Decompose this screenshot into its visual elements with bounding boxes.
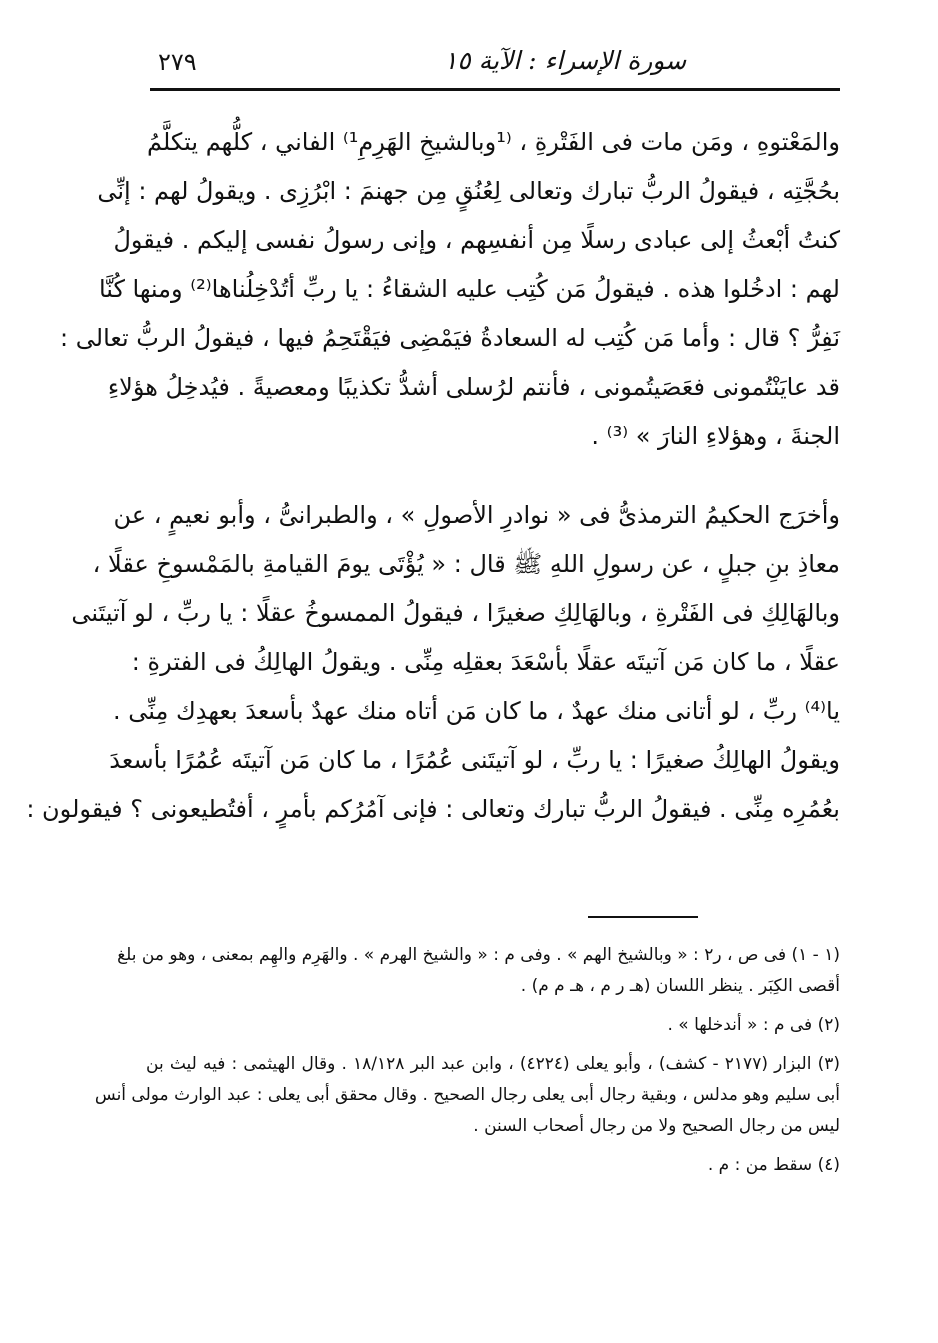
- footnote-line: أبى سليم وهو مدلس ، وبقية رجال أبى يعلى رجال الصحيح . وقال محقق أبى يعلى : عبد الوارث مولى أنس: [94, 1085, 840, 1105]
- text-line: بعُمُرِه مِنِّى . فيقولُ الربُّ تبارك وتعالى : فإنى آمُرُكم بأمرٍ ، أفتُطيعونى ؟ فيقولون :: [26, 795, 840, 823]
- text-line: قد عايَنْتُمونى فعَصَيتُمونى ، فأنتم لرُسلى أشدُّ تكذيبًا ومعصيةً . فيُدخِلُ هؤلاءِ: [107, 373, 840, 401]
- text-line: عقلًا ، ما كان مَن آتيتَه عقلًا بأسْعَدَ بعقلِه مِنِّى . ويقولُ الهالِكُ فى الفترةِ :: [131, 648, 840, 676]
- paragraph-1: [60, 118, 840, 461]
- text-line: كنتُ أبْعثُ إلى عبادى رسلًا مِن أنفسِهم ، وإنى رسولُ نفسى إليكم . فيقولُ: [113, 226, 840, 254]
- footnote-line: أقصى الكِبَر . ينظر اللسان (هـ ر م ، هـ م م) .: [520, 976, 840, 996]
- footnote-line: (٤) سقط من : م .: [707, 1155, 840, 1175]
- text-line: وبالهَالِكِ فى الفَتْرةِ ، وبالهَالِكِ صغيرًا ، فيقولُ الممسوخُ عقلًا : يا ربِّ ، لو آتيتَنى: [71, 599, 840, 627]
- text-line: يا⁽⁴⁾ ربِّ ، لو أتانى منك عهدٌ ، ما كان مَن أتاه منك عهدٌ بأسعدَ بعهدِك مِنِّى .: [112, 697, 840, 725]
- text-line: وأخرَج الحكيمُ الترمذىُّ فى « نوادرِ الأصولِ » ، والطبرانىُّ ، وأبو نعيمٍ ، عن: [113, 501, 840, 529]
- footnote-line: ليس من رجال الصحيح ولا من رجال أصحاب السنن .: [473, 1116, 840, 1136]
- header-rule: [150, 88, 840, 91]
- footnote-spacer: [146, 1142, 840, 1150]
- paragraph-spacer: [150, 461, 840, 491]
- main-text: [26, 118, 840, 834]
- text-line: والمَعْتوهِ ، ومَن مات فى الفَتْرةِ ، ⁽¹وبالشيخِ الهَرِمِ¹⁾ الفاني ، كلُّهم يتكلَّمُ: [146, 128, 840, 156]
- running-title: سورة الإسراء : الآية ١٥: [443, 46, 687, 75]
- footnote-1: [117, 940, 840, 1002]
- footnote-spacer: [146, 1002, 840, 1010]
- page-header: [150, 40, 840, 84]
- page-number: ٢٧٩: [158, 48, 197, 76]
- footnote-line: (٣) البزار (٢١٧٧ - كشف) ، وأبو يعلى (٤٢٢٤) ، وابن عبد البر ١٨/١٢٨ . وقال الهيثمى : فيه ليث بن: [146, 1054, 841, 1074]
- text-line: نَفِرُّ ؟ قال : وأما مَن كُتِب له السعادةُ فيَمْضِى فيَقْتَحِمُ فيها ، فيقولُ الربُّ تعالى :: [60, 324, 840, 352]
- text-line: ويقولُ الهالِكُ صغيرًا : يا ربِّ ، لو آتيتَنى عُمُرًا ، ما كان مَن آتيتَه عُمُرًا بأسعدَ: [109, 746, 840, 774]
- footnote-2: [146, 1010, 840, 1041]
- text-line: بحُجَّتِه ، فيقولُ الربُّ تبارك وتعالى لِعُنُقٍ مِن جهنمَ : ابْرُزِى . ويقولُ لهم : إنِّى: [97, 177, 840, 205]
- paragraph-2: [26, 491, 840, 834]
- footnote-4: [146, 1150, 840, 1181]
- text-line: لهم : ادخُلوا هذه . فيقولُ مَن كُتِب عليه الشقاءُ : يا ربِّ أتُدْخِلُناها⁽²⁾ ومنها كُنَّا: [98, 275, 840, 303]
- footnotes: [94, 940, 841, 1181]
- footnote-line: (٢) فى م : « أندخلها » .: [667, 1015, 840, 1035]
- text-line: معاذِ بنِ جبلٍ ، عن رسولِ اللهِ ﷺ قال : « يُؤْتَى يومَ القيامةِ بالمَمْسوخِ عقلًا ،: [92, 550, 840, 578]
- footnote-3: [94, 1049, 841, 1142]
- footnote-separator: [588, 916, 698, 918]
- footnote-spacer: [146, 1041, 840, 1049]
- text-line: الجنةَ ، وهؤلاءِ النارَ » ⁽³⁾ .: [591, 422, 840, 450]
- footnote-line: (١ - ١) فى ص ، ر٢ : « وبالشيخ الهم » . وفى م : « والشيخ الهرم » . والهَرِم والهِم بمعنى ، وهو من بلغ: [117, 945, 840, 965]
